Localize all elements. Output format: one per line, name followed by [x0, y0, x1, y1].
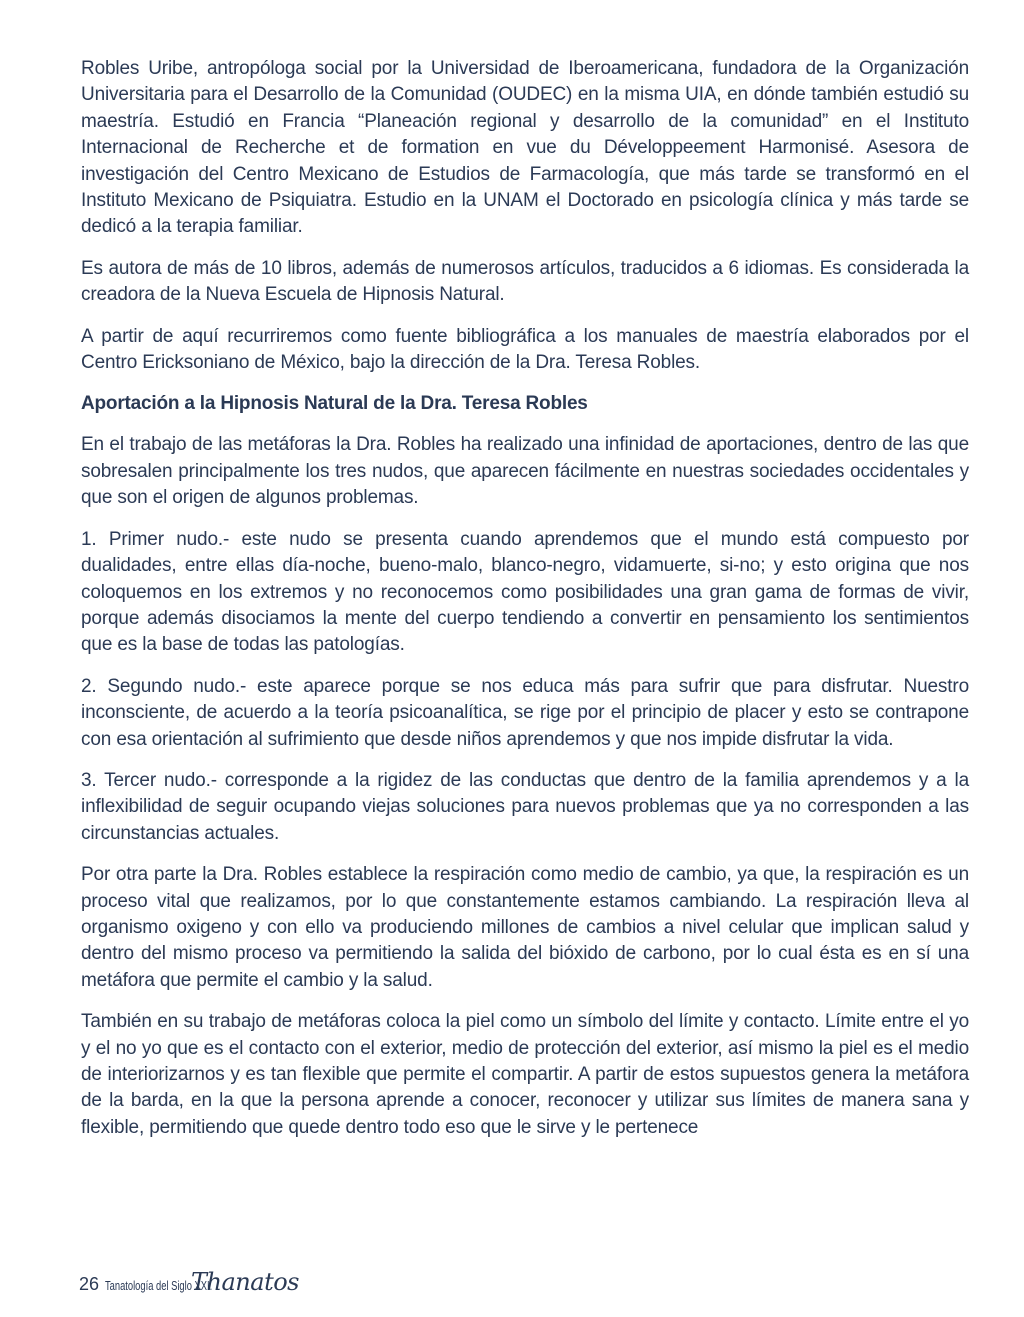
paragraph-first-knot: 1. Primer nudo.- este nudo se presenta cuando aprendemos que el mundo está compuesto por dualidades, entre ellas día-noche, bueno-malo, blanco-negro, vidamuerte, si-no; y esto origina que nos coloquemos en los extremos y no reconocemos como posibilidades una gran gama de formas de vivir, porque además disociamos la mente del cuerpo tendiendo a convertir en pensamiento los sentimientos que es la base de todas las patologías.	[81, 528, 969, 656]
paragraph-sources: A partir de aquí recurriremos como fuente bibliográfica a los manuales de maestría elaborados por el Centro Ericksoniano de México, bajo la dirección de la Dra. Teresa Robles.	[81, 325, 969, 374]
article-body	[81, 56, 969, 1156]
paragraph-third-knot: 3. Tercer nudo.- corresponde a la rigidez de las conductas que dentro de la familia aprendemos y a la inflexibilidad de seguir ocupando viejas soluciones para nuevos problemas que ya no corresponden a las circunstancias actuales.	[81, 769, 969, 844]
paragraph-skin-metaphor: También en su trabajo de metáforas coloca la piel como un símbolo del límite y contacto. Límite entre el yo y el no yo que es el contacto con el exterior, medio de protección del exterior, así mismo la piel es el medio de interiorizarnos y es tan flexible que permite el compartir. A partir de estos supuestos genera la metáfora de la barda, en la que la persona aprende a conocer, reconocer y utilizar sus límites de manera sana y flexible, permitiendo que quede dentro todo eso que le sirve y le pertenece	[81, 1011, 969, 1138]
journal-title: Tanatología del Siglo XXI.	[105, 1278, 213, 1293]
section-heading: Aportación a la Hipnosis Natural de la Dra. Teresa Robles	[81, 393, 588, 415]
paragraph-metaphors-intro: En el trabajo de las metáforas la Dra. Robles ha realizado una infinidad de aportaciones, dentro de las que sobresalen principalmente los tres nudos, que aparecen fácilmente en nuestras sociedades occidentales y que son el origen de algunos problemas.	[81, 434, 969, 509]
page-footer	[79, 1268, 299, 1308]
paragraph-second-knot: 2. Segundo nudo.- este aparece porque se nos educa más para sufrir que para disfrutar. Nuestro inconsciente, de acuerdo a la teoría psicoanalítica, se rige por el principio de placer y esto se contrapone con esa orientación al sufrimiento que desde niños aprendemos y que nos impide disfrutar la vida.	[81, 675, 969, 750]
thanatos-logo: Thanatos	[191, 1268, 299, 1296]
paragraph-biography: Robles Uribe, antropóloga social por la Universidad de Iberoamericana, fundadora de la Organización Universitaria para el Desarrollo de la Comunidad (OUDEC) en la misma UIA, en dónde también estudió su maestría. Estudió en Francia “Planeación regional y desarrollo de la comunidad” en el Instituto Internacional de Recherche et de formation en vue du Développeement Harmonisé. Asesora de investigación del Centro Mexicano de Estudios de Farmacología, que más tarde se transformó en el Instituto Mexicano de Psiquiatra. Estudio en la UNAM el Doctorado en psicología clínica y más tarde se dedicó a la terapia familiar.	[81, 58, 969, 238]
page-number: 26	[79, 1274, 100, 1294]
paragraph-breathing: Por otra parte la Dra. Robles establece la respiración como medio de cambio, ya que, la respiración es un proceso vital que realizamos, por lo que constantemente estamos cambiando. La respiración lleva al organismo oxigeno y con ello va produciendo millones de cambios a nivel celular que implican salud y dentro del mismo proceso va permitiendo la salida del bióxido de carbono, por lo cual ésta es en sí una metáfora que permite el cambio y la salud.	[81, 864, 969, 991]
paragraph-author-books: Es autora de más de 10 libros, además de numerosos artículos, traducidos a 6 idiomas. Es considerada la creadora de la Nueva Escuela de Hipnosis Natural.	[81, 257, 969, 306]
